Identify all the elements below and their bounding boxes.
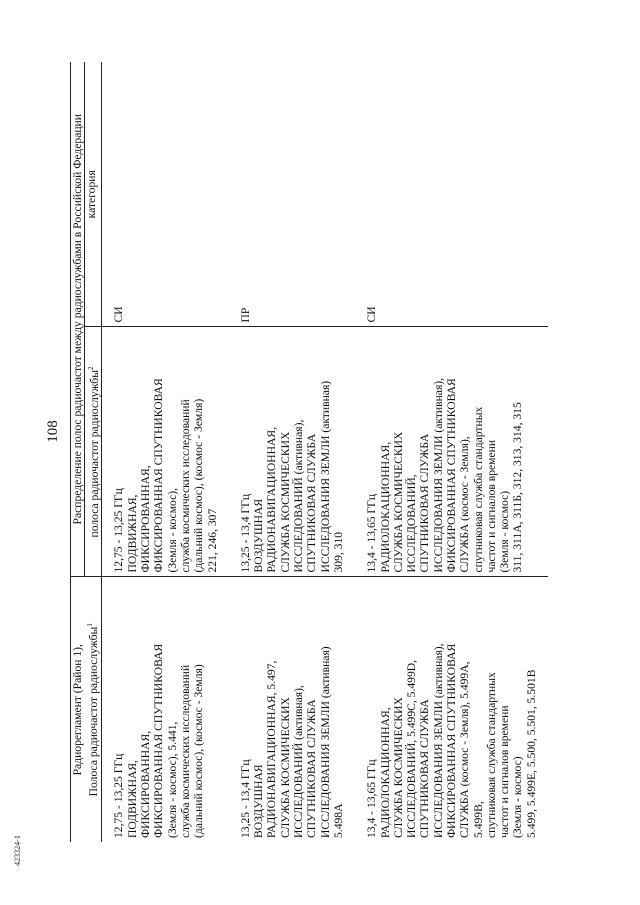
cell-line: ИССЛЕДОВАНИЯ ЗЕМЛИ (активная) xyxy=(318,646,332,838)
cell-line: ФИКСИРОВАННАЯ СПУТНИКОВАЯ xyxy=(444,378,458,573)
cell-line: 5.498А xyxy=(331,803,345,838)
cell-line: 12,75 - 13,25 ГГц xyxy=(112,753,126,838)
header-band-footnote: 2 xyxy=(87,366,96,370)
cell-line: ВОЗДУШНАЯ xyxy=(252,764,266,838)
header-left-title: Радиорегламент (Район 1), xyxy=(71,644,84,776)
header-band xyxy=(85,327,102,577)
cell-line: спутниковая служба стандартных xyxy=(471,406,485,573)
cell-line: (дальний космос), (космос - Земля) xyxy=(192,398,206,573)
allocation-table xyxy=(70,62,548,842)
page-number: 108 xyxy=(44,420,61,443)
cell-category: СИ xyxy=(102,62,229,327)
cell-band-allocation xyxy=(355,327,548,577)
cell-line: (дальний космос), (космос - Земля) xyxy=(192,664,206,838)
cell-line: ИССЛЕДОВАНИЙ (активная), xyxy=(292,685,306,838)
cell-line: СЛУЖБА КОСМИЧЕСКИХ xyxy=(278,431,292,573)
cell-line: ИССЛЕДОВАНИЯ ЗЕМЛИ (активная) xyxy=(318,380,332,573)
header-left xyxy=(71,577,102,842)
cell-line: 13,25 - 13,4 ГГц xyxy=(238,759,252,838)
cell-line: 5.499В, xyxy=(471,801,485,838)
cell-line: частот и сигналов времени xyxy=(484,439,498,573)
cell-line: РАДИОНАВИГАЦИОННАЯ, 5.497, xyxy=(265,660,279,838)
cell-line: СПУТНИКОВАЯ СЛУЖБА xyxy=(305,433,319,573)
cell-line: ФИКСИРОВАННАЯ СПУТНИКОВАЯ xyxy=(444,643,458,838)
cell-regulation xyxy=(102,577,229,842)
cell-line: служба космических исследований xyxy=(178,664,192,838)
table-body xyxy=(102,62,548,842)
cell-regulation xyxy=(355,577,548,842)
cell-line: 5.499, 5.499Е, 5.500, 5.501, 5.501В xyxy=(524,669,538,838)
cell-line: 13,4 - 13,65 ГГц xyxy=(365,493,379,573)
cell-line: ПОДВИЖНАЯ, xyxy=(125,494,139,573)
cell-line: ИССЛЕДОВАНИЙ (активная), xyxy=(292,419,306,573)
cell-band-allocation xyxy=(229,327,355,577)
cell-line: 13,4 - 13,65 ГГц xyxy=(365,759,379,838)
cell-band-allocation xyxy=(102,327,229,577)
cell-line: СЛУЖБА (космос - Земля), 5.499А, xyxy=(458,661,472,838)
cell-line: РАДИОЛОКАЦИОННАЯ, xyxy=(378,707,392,838)
cell-line: 311, 311А, 311Б, 312, 313, 314, 315 xyxy=(511,402,525,573)
cell-category: ПР xyxy=(229,62,355,327)
cell-line: (Земля - космос), xyxy=(165,487,179,573)
table-header-row xyxy=(71,62,85,842)
cell-line: СЛУЖБА (космос - Земля), xyxy=(458,436,472,573)
table-row xyxy=(229,62,355,842)
cell-line: СПУТНИКОВАЯ СЛУЖБА xyxy=(418,699,432,838)
cell-line: СПУТНИКОВАЯ СЛУЖБА xyxy=(305,699,319,838)
cell-line: 12,75 - 13,25 ГГц xyxy=(112,488,126,573)
cell-line: (Земля - космос), 5.441, xyxy=(165,721,179,838)
cell-line: ВОЗДУШНАЯ xyxy=(252,498,266,573)
header-right: Распределение полос радиочастот между радиослужбами в Российской Федерации xyxy=(71,62,85,577)
cell-category: СИ xyxy=(355,62,548,327)
cell-line: ИССЛЕДОВАНИЙ, 5.499С, 5.499D, xyxy=(405,659,419,838)
cell-line: спутниковая служба стандартных xyxy=(484,672,498,838)
cell-line: РАДИОЛОКАЦИОННАЯ, xyxy=(378,441,392,573)
cell-line: СПУТНИКОВАЯ СЛУЖБА xyxy=(418,433,432,573)
cell-line: (Земля - космос) xyxy=(511,756,525,838)
cell-line: ИССЛЕДОВАНИЯ ЗЕМЛИ (активная), xyxy=(431,643,445,838)
rotated-page xyxy=(70,62,615,842)
header-left-subtitle: Полоса радиочастот радиослужбы xyxy=(87,626,101,797)
cell-line: 221, 246, 307 xyxy=(205,508,219,573)
cell-line: служба космических исследований xyxy=(178,399,192,573)
cell-line: ФИКСИРОВАННАЯ СПУТНИКОВАЯ xyxy=(152,378,166,573)
cell-line: ФИКСИРОВАННАЯ СПУТНИКОВАЯ xyxy=(152,643,166,838)
cell-regulation xyxy=(229,577,355,842)
cell-line: СЛУЖБА КОСМИЧЕСКИХ xyxy=(391,431,405,573)
cell-line: СЛУЖБА КОСМИЧЕСКИХ xyxy=(278,697,292,838)
cell-line: РАДИОНАВИГАЦИОННАЯ, xyxy=(265,426,279,573)
header-band-label: полоса радиочастот радиослужбы xyxy=(88,370,102,538)
table-row xyxy=(355,62,548,842)
cell-line: ИССЛЕДОВАНИЙ, xyxy=(405,474,419,573)
cell-line: (Земля - космос) xyxy=(498,490,512,573)
footer-code: 423324-1 xyxy=(12,835,22,866)
cell-line: ИССЛЕДОВАНИЯ ЗЕМЛИ (активная), xyxy=(431,377,445,573)
cell-line: частот и сигналов времени xyxy=(498,705,512,838)
cell-line: ФИКСИРОВАННАЯ, xyxy=(139,465,153,573)
header-category: категория xyxy=(85,62,102,327)
cell-line: 13,25 - 13,4 ГГц xyxy=(238,493,252,573)
cell-line: ПОДВИЖНАЯ, xyxy=(125,760,139,838)
cell-line: 309, 310 xyxy=(331,531,345,573)
table-row xyxy=(102,62,229,842)
header-left-footnote: 1 xyxy=(86,623,95,627)
cell-line: СЛУЖБА КОСМИЧЕСКИХ xyxy=(391,697,405,838)
cell-line: ФИКСИРОВАННАЯ, xyxy=(139,730,153,838)
